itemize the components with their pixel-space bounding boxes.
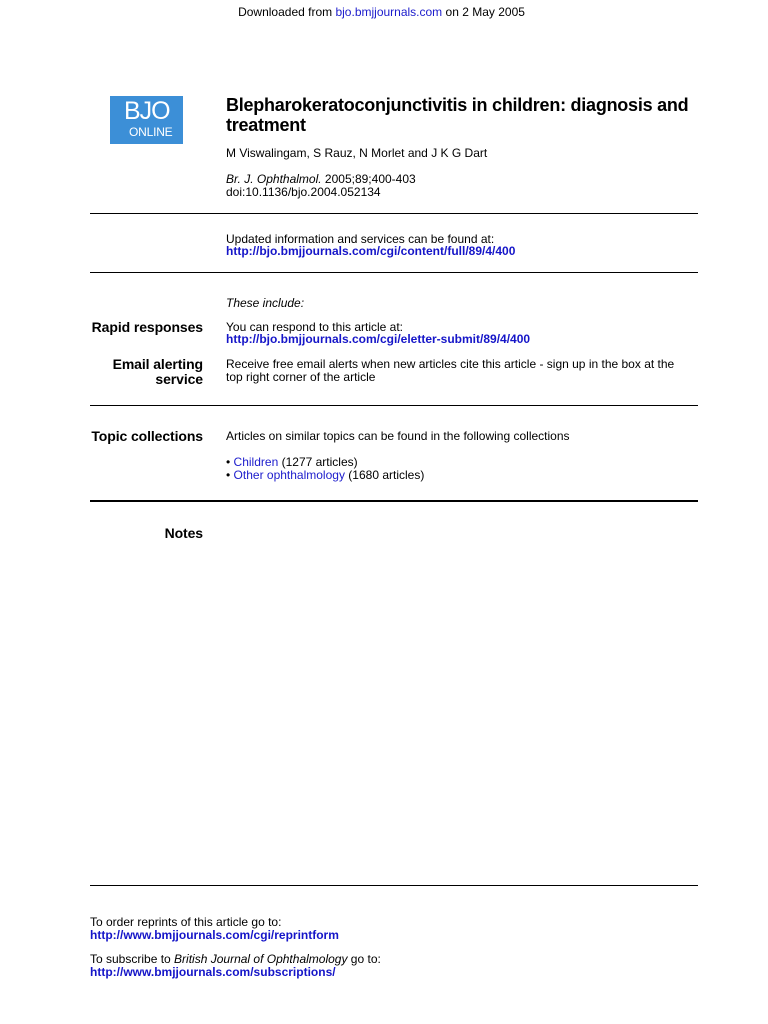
bullet: • xyxy=(226,468,231,482)
article-doi: doi:10.1136/bjo.2004.052134 xyxy=(226,185,381,199)
collection-list xyxy=(226,456,424,482)
article-authors: M Viswalingam, S Rauz, N Morlet and J K G Dart xyxy=(226,146,488,160)
updated-info-text: Updated information and services can be found at: xyxy=(226,232,495,246)
bullet: • xyxy=(226,455,231,469)
citation-detail: 2005;89;400-403 xyxy=(321,172,416,186)
subscribe-link[interactable]: http://www.bmjjournals.com/subscriptions/ xyxy=(90,965,336,979)
email-alerting-label-line2: service xyxy=(155,371,203,387)
bjo-online-logo[interactable] xyxy=(110,96,183,144)
article-title: Blepharokeratoconjunctivitis in children: diagnosis and treatment xyxy=(226,95,689,135)
email-alerting-text xyxy=(226,358,674,384)
collection-count: (1277 articles) xyxy=(281,455,358,469)
includes-text xyxy=(226,297,304,310)
divider xyxy=(90,272,698,273)
download-suffix: on 2 May 2005 xyxy=(442,5,525,19)
rapid-responses-label: Rapid responses xyxy=(91,319,203,335)
email-alerting-text-line1: Receive free email alerts when new articles cite this article - sign up in the box at the xyxy=(226,357,675,371)
divider xyxy=(90,213,698,214)
notes-label: Notes xyxy=(164,525,203,541)
subscribe-prefix: To subscribe to xyxy=(90,952,175,966)
logo-text-sub: ONLINE xyxy=(129,125,173,139)
reprints-text: To order reprints of this article go to: xyxy=(90,915,282,929)
rapid-responses-text: You can respond to this article at: xyxy=(226,320,403,334)
collection-link-other-ophthalmology[interactable]: Other ophthalmology xyxy=(233,468,345,482)
includes-italic: These include: xyxy=(226,296,305,310)
collection-link-children[interactable]: Children xyxy=(233,455,279,469)
topic-collections-text: Articles on similar topics can be found in the following collections xyxy=(226,429,570,443)
collection-count: (1680 articles) xyxy=(348,468,425,482)
download-header xyxy=(0,6,763,19)
email-alerting-label-line1: Email alerting xyxy=(112,356,203,372)
rapid-responses-link[interactable]: http://bjo.bmjjournals.com/cgi/eletter-submit/89/4/400 xyxy=(226,332,531,346)
reprints-link[interactable]: http://www.bmjjournals.com/cgi/reprintform xyxy=(90,928,339,942)
subscribe-journal: British Journal of Ophthalmology xyxy=(174,952,348,966)
journal-abbrev: Br. J. Ophthalmol. xyxy=(226,172,322,186)
logo-text-main: BJO xyxy=(124,97,170,125)
divider xyxy=(90,405,698,406)
subscribe-suffix: go to: xyxy=(347,952,381,966)
email-alerting-label xyxy=(113,357,203,387)
site-link[interactable]: bjo.bmjjournals.com xyxy=(335,5,443,19)
list-item xyxy=(226,469,424,482)
divider xyxy=(90,885,698,886)
download-prefix: Downloaded from xyxy=(238,5,336,19)
updated-info-link[interactable]: http://bjo.bmjjournals.com/cgi/content/full/89/4/400 xyxy=(226,244,516,258)
topic-collections-label: Topic collections xyxy=(91,428,203,444)
divider xyxy=(90,500,698,502)
email-alerting-text-line2: top right corner of the article xyxy=(226,370,376,384)
